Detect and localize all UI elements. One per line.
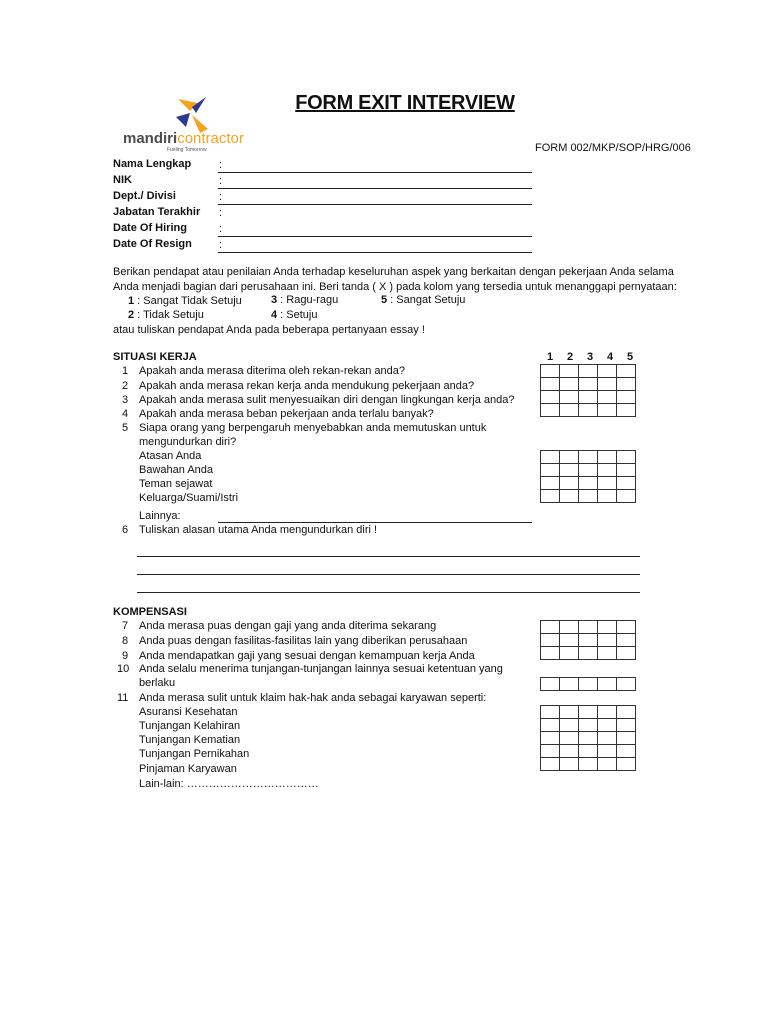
rating-cell[interactable] [560,451,579,464]
rating-cell[interactable] [541,647,560,660]
scale-header: 1 [547,351,554,363]
field-colon: : [219,223,223,235]
rating-cell[interactable] [541,621,560,634]
rating-cell[interactable] [541,745,560,758]
field-input-line[interactable] [218,252,532,253]
question-number: 9 [122,650,129,662]
rating-cell[interactable] [560,758,579,771]
option-label: Pinjaman Karyawan [139,763,237,775]
field-label: Nama Lengkap [113,158,192,170]
rating-cell[interactable] [617,758,636,771]
rating-cell[interactable] [560,732,579,745]
rating-cell[interactable] [617,464,636,477]
rating-cell[interactable] [598,365,617,378]
rating-cell[interactable] [579,490,598,503]
scale-3: 3 : Ragu-ragu [271,294,339,306]
option-label: Bawahan Anda [139,464,214,476]
rating-cell[interactable] [617,451,636,464]
field-label: NIK [113,174,132,186]
rating-cell[interactable] [560,678,579,691]
field-colon: : [219,159,223,171]
option-label: Teman sejawat [139,478,213,490]
question-text: Anda selalu menerima tunjangan-tunjangan lainnya sesuai ketentuan yang [139,663,503,675]
rating-cell[interactable] [579,391,598,404]
rating-cell[interactable] [598,678,617,691]
rating-cell[interactable] [579,464,598,477]
rating-cell[interactable] [579,745,598,758]
rating-cell[interactable] [598,621,617,634]
scale-header: 2 [567,351,574,363]
scale-header: 3 [587,351,594,363]
question-text: mengundurkan diri? [139,436,237,448]
rating-cell[interactable] [560,647,579,660]
field-colon: : [219,175,223,187]
rating-cell[interactable] [598,719,617,732]
rating-cell[interactable] [617,719,636,732]
question-number: 10 [117,663,130,675]
logo-tagline: Fueling Tomorrow [167,147,207,153]
scale-1: 1 : Sangat Tidak Setuju [128,295,242,307]
question-text: Apakah anda merasa beban pekerjaan anda terlalu banyak? [139,408,434,420]
rating-cell[interactable] [579,621,598,634]
question-text: Apakah anda merasa sulit menyesuaikan diri dengan lingkungan kerja anda? [139,394,515,406]
option-label: Keluarga/Suami/Istri [139,492,239,504]
question-text: Siapa orang yang berpengaruh menyebabkan anda memutuskan untuk [139,422,487,434]
essay-answer-line[interactable] [137,592,640,593]
rating-cell[interactable] [579,634,598,647]
rating-cell[interactable] [617,365,636,378]
rating-cell[interactable] [598,758,617,771]
option-label: Lain-lain: ……………………………… [139,778,319,790]
question-number: 6 [122,524,129,536]
rating-cell[interactable] [579,378,598,391]
intro-line-1: Berikan pendapat atau penilaian Anda terhadap keseluruhan aspek yang berkaitan dengan pekerjaan Anda selama [113,266,674,278]
question-number: 7 [122,620,129,632]
rating-cell[interactable] [560,621,579,634]
question-text: berlaku [139,677,176,689]
rating-cell[interactable] [579,365,598,378]
option-label: Tunjangan Kematian [139,734,241,746]
rating-cell[interactable] [541,365,560,378]
scale-5: 5 : Sangat Setuju [381,294,466,306]
rating-cell[interactable] [579,451,598,464]
rating-cell[interactable] [617,647,636,660]
rating-cell[interactable] [617,621,636,634]
essay-answer-line[interactable] [137,574,640,575]
rating-cell[interactable] [541,719,560,732]
field-colon: : [219,239,223,251]
rating-cell[interactable] [541,477,560,490]
rating-cell[interactable] [617,745,636,758]
option-label: Atasan Anda [139,450,202,462]
intro-line-3: atau tuliskan pendapat Anda pada beberapa pertanyaan essay ! [113,324,425,336]
field-colon: : [219,207,223,219]
question-number: 1 [122,365,129,377]
other-label: Lainnya: [139,510,181,522]
section-situasi-heading: SITUASI KERJA [113,351,197,363]
question-number: 5 [122,422,129,434]
rating-grid-q5 [540,450,636,503]
rating-cell[interactable] [598,378,617,391]
rating-cell[interactable] [617,404,636,417]
rating-grid-q7-9 [540,620,636,660]
question-text: Apakah anda merasa diterima oleh rekan-rekan anda? [139,365,405,377]
rating-grid-q10 [540,677,636,691]
scale-2: 2 : Tidak Setuju [128,309,204,321]
question-text: Tuliskan alasan utama Anda mengundurkan diri ! [139,524,378,536]
question-number: 8 [122,635,129,647]
section-kompensasi-heading: KOMPENSASI [113,606,187,618]
option-label: Tunjangan Kelahiran [139,720,241,732]
other-input-line[interactable] [218,522,532,523]
rating-cell[interactable] [617,634,636,647]
rating-cell[interactable] [617,732,636,745]
rating-cell[interactable] [541,378,560,391]
rating-cell[interactable] [598,451,617,464]
rating-cell[interactable] [541,490,560,503]
field-input-line[interactable] [218,204,532,205]
rating-cell[interactable] [598,647,617,660]
question-number: 11 [117,692,129,704]
rating-cell[interactable] [541,634,560,647]
rating-cell[interactable] [560,706,579,719]
question-number: 2 [122,380,129,392]
rating-cell[interactable] [560,391,579,404]
rating-cell[interactable] [579,706,598,719]
field-input-line[interactable] [218,188,532,189]
rating-cell[interactable] [560,464,579,477]
rating-cell[interactable] [617,378,636,391]
rating-cell[interactable] [579,719,598,732]
rating-cell[interactable] [598,634,617,647]
rating-cell[interactable] [579,678,598,691]
rating-cell[interactable] [541,678,560,691]
rating-cell[interactable] [617,678,636,691]
rating-cell[interactable] [617,490,636,503]
rating-grid-q11 [540,705,636,771]
rating-cell[interactable] [598,745,617,758]
rating-cell[interactable] [560,404,579,417]
rating-cell[interactable] [541,391,560,404]
question-number: 3 [122,394,129,406]
rating-cell[interactable] [541,404,560,417]
option-label: Tunjangan Pernikahan [139,748,250,760]
question-text: Anda mendapatkan gaji yang sesuai dengan kemampuan kerja Anda [139,650,475,662]
rating-cell[interactable] [541,758,560,771]
field-label: Date Of Hiring [113,222,187,234]
question-number: 4 [122,408,129,420]
rating-cell[interactable] [560,490,579,503]
rating-cell[interactable] [598,464,617,477]
rating-cell[interactable] [598,732,617,745]
field-label: Dept./ Divisi [113,190,176,202]
rating-cell[interactable] [541,464,560,477]
rating-cell[interactable] [560,719,579,732]
rating-cell[interactable] [560,365,579,378]
rating-grid-q1-4 [540,364,636,417]
rating-cell[interactable] [560,745,579,758]
rating-cell[interactable] [598,706,617,719]
rating-cell[interactable] [598,490,617,503]
question-text: Anda merasa puas dengan gaji yang anda diterima sekarang [139,620,437,632]
field-label: Jabatan Terakhir [113,206,201,218]
scale-4: 4 : Setuju [271,309,318,321]
rating-cell[interactable] [598,391,617,404]
field-input-line[interactable] [218,172,532,173]
scale-header: 4 [607,351,614,363]
rating-cell[interactable] [617,477,636,490]
logo-text: mandiricontractor [123,130,244,147]
rating-cell[interactable] [579,647,598,660]
rating-cell[interactable] [617,706,636,719]
scale-header: 5 [627,351,634,363]
essay-answer-line[interactable] [137,556,640,557]
rating-cell[interactable] [579,758,598,771]
rating-cell[interactable] [560,477,579,490]
rating-cell[interactable] [579,404,598,417]
rating-cell[interactable] [598,404,617,417]
question-text: Anda puas dengan fasilitas-fasilitas lain yang diberikan perusahaan [139,635,468,647]
question-text: Apakah anda merasa rekan kerja anda mendukung pekerjaan anda? [139,380,475,392]
field-input-line[interactable] [218,236,532,237]
option-label: Asuransi Kesehatan [139,706,238,718]
page-title: FORM EXIT INTERVIEW [295,92,515,114]
intro-line-2: Anda menjadi bagian dari perusahaan ini. Beri tanda ( X ) pada kolom yang tersedia untuk menanggapi pernyataan: [113,281,677,293]
rating-cell[interactable] [541,732,560,745]
field-colon: : [219,191,223,203]
rating-cell[interactable] [579,732,598,745]
rating-cell[interactable] [541,451,560,464]
rating-cell[interactable] [560,634,579,647]
rating-cell[interactable] [541,706,560,719]
field-label: Date Of Resign [113,238,192,250]
rating-cell[interactable] [579,477,598,490]
form-code: FORM 002/MKP/SOP/HRG/006 [535,142,691,154]
question-text: Anda merasa sulit untuk klaim hak-hak anda sebagai karyawan seperti: [139,692,487,704]
rating-cell[interactable] [617,391,636,404]
rating-cell[interactable] [560,378,579,391]
rating-cell[interactable] [598,477,617,490]
